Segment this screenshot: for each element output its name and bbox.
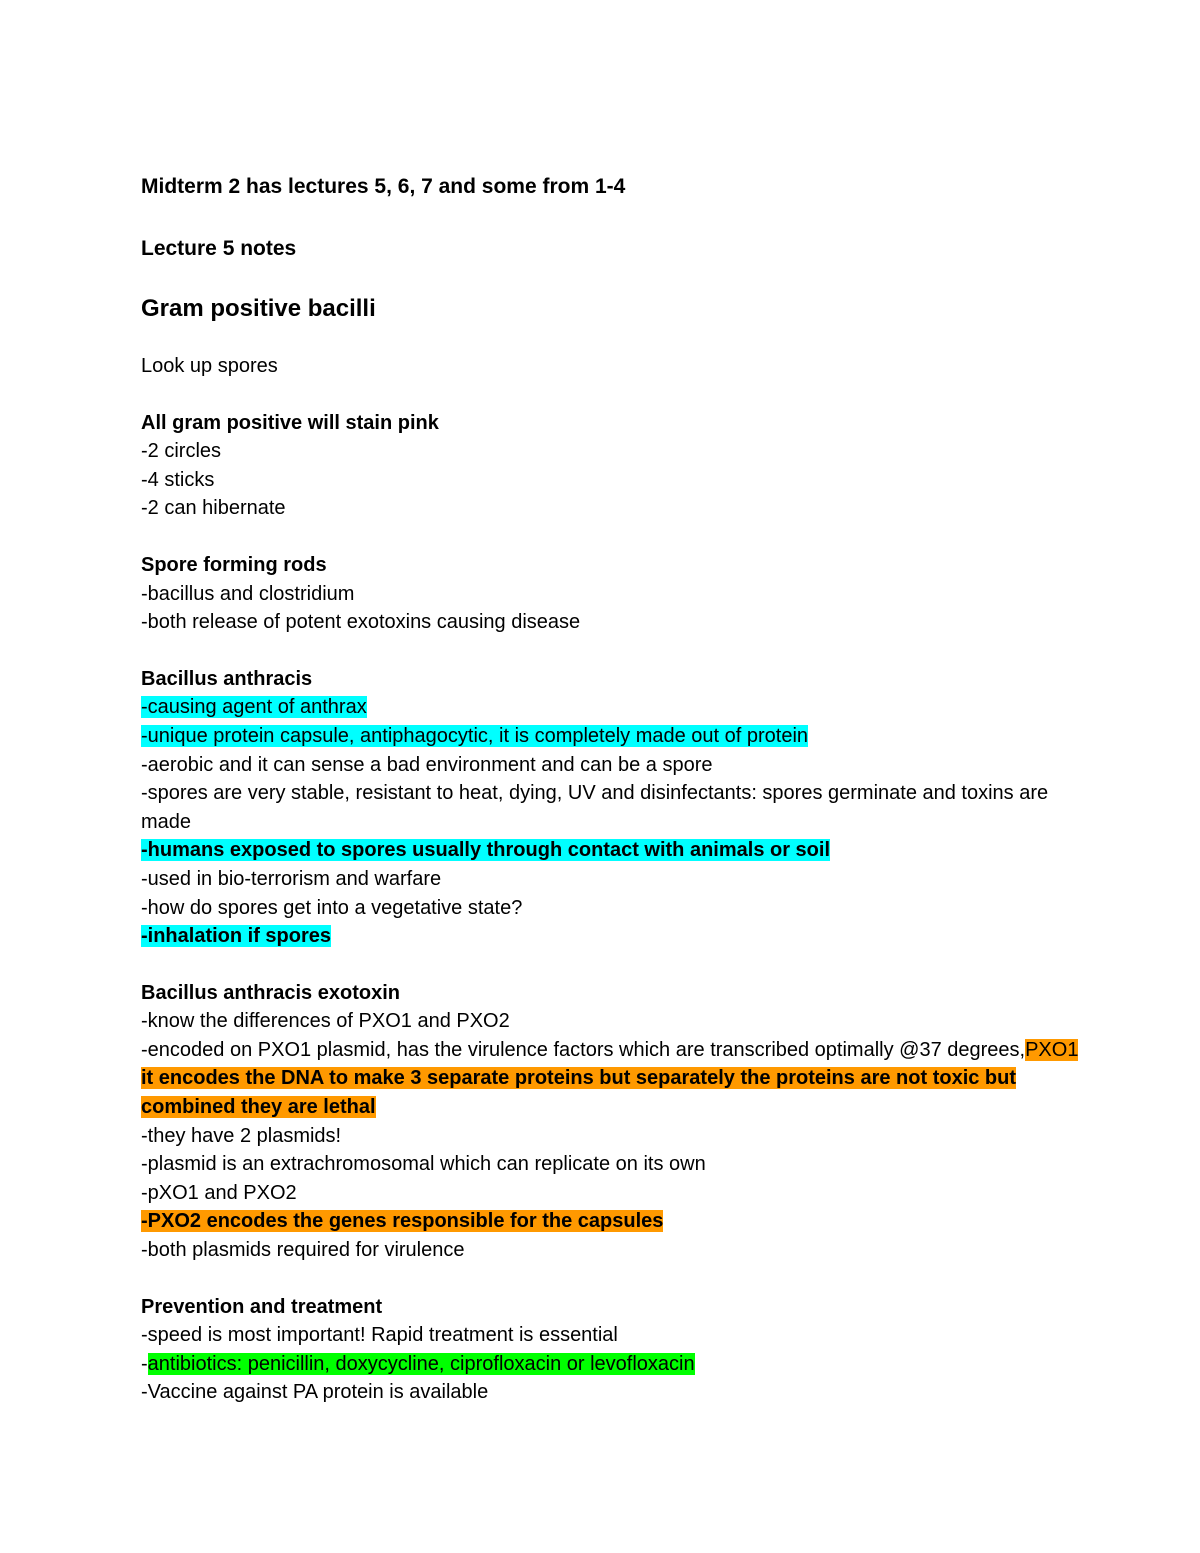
s4-line: -both plasmids required for virulence: [141, 1239, 465, 1262]
s1-line: -2 can hibernate: [141, 497, 286, 520]
s2-line: -bacillus and clostridium: [141, 582, 355, 605]
s4-pxo1-highlight-bold: it encodes the DNA to make 3 separate proteins but separately the proteins are not toxic but combined they are lethal: [141, 1067, 1017, 1119]
s4-line: -pXO1 and PXO2: [141, 1181, 297, 1204]
document-body: [141, 172, 1081, 1407]
s4-line-pxo1-text: -encoded on PXO1 plasmid, has the virulence factors which are transcribed optimally @37 degrees,: [141, 1038, 1026, 1061]
s5-dash: -: [141, 1352, 148, 1375]
s1-line: -2 circles: [141, 440, 222, 463]
s2-heading: Spore forming rods: [141, 553, 327, 576]
s4-line-pxo1: [141, 1036, 1081, 1122]
s4-line-highlighted: -PXO2 encodes the genes responsible for the capsules: [141, 1210, 664, 1233]
s1-line: -4 sticks: [141, 468, 215, 491]
s4-line: -plasmid is an extrachromosomal which can replicate on its own: [141, 1153, 706, 1176]
s4-line: -know the differences of PXO1 and PXO2: [141, 1010, 510, 1033]
s4-heading: Bacillus anthracis exotoxin: [141, 981, 400, 1004]
s2-line: -both release of potent exotoxins causing disease: [141, 611, 581, 634]
s5-line-antibiotics: [141, 1350, 1081, 1379]
s5-heading: Prevention and treatment: [141, 1295, 383, 1318]
s3-line-highlighted: -unique protein capsule, antiphagocytic, it is completely made out of protein: [141, 724, 809, 747]
s1-heading: All gram positive will stain pink: [141, 411, 439, 434]
s3-line-highlighted: -causing agent of anthrax: [141, 696, 367, 719]
s4-pxo1-highlight: PXO1: [1025, 1038, 1079, 1061]
s3-line: -aerobic and it can sense a bad environment and can be a spore: [141, 753, 713, 776]
s3-heading: Bacillus anthracis: [141, 667, 313, 690]
s5-line: -speed is most important! Rapid treatment is essential: [141, 1324, 618, 1347]
section-heading-gram-positive: Gram positive bacilli: [141, 295, 376, 322]
doc-title-lecture: Lecture 5 notes: [141, 237, 297, 260]
s3-line: -used in bio-terrorism and warfare: [141, 867, 442, 890]
s3-line: -spores are very stable, resistant to heat, dying, UV and disinfectants: spores germinate and toxins are made: [141, 782, 1049, 833]
lookup-note: Look up spores: [141, 355, 278, 377]
s3-line: -how do spores get into a vegetative state?: [141, 896, 523, 919]
s3-line-highlighted: -inhalation if spores: [141, 925, 332, 948]
s4-line: -they have 2 plasmids!: [141, 1124, 342, 1147]
s5-antibiotics-highlight: antibiotics: penicillin, doxycycline, ciprofloxacin or levofloxacin: [147, 1352, 695, 1375]
doc-title-midterm: Midterm 2 has lectures 5, 6, 7 and some from 1-4: [141, 175, 626, 198]
s3-line-highlighted: -humans exposed to spores usually through contact with animals or soil: [141, 839, 831, 862]
s5-line: -Vaccine against PA protein is available: [141, 1381, 489, 1404]
